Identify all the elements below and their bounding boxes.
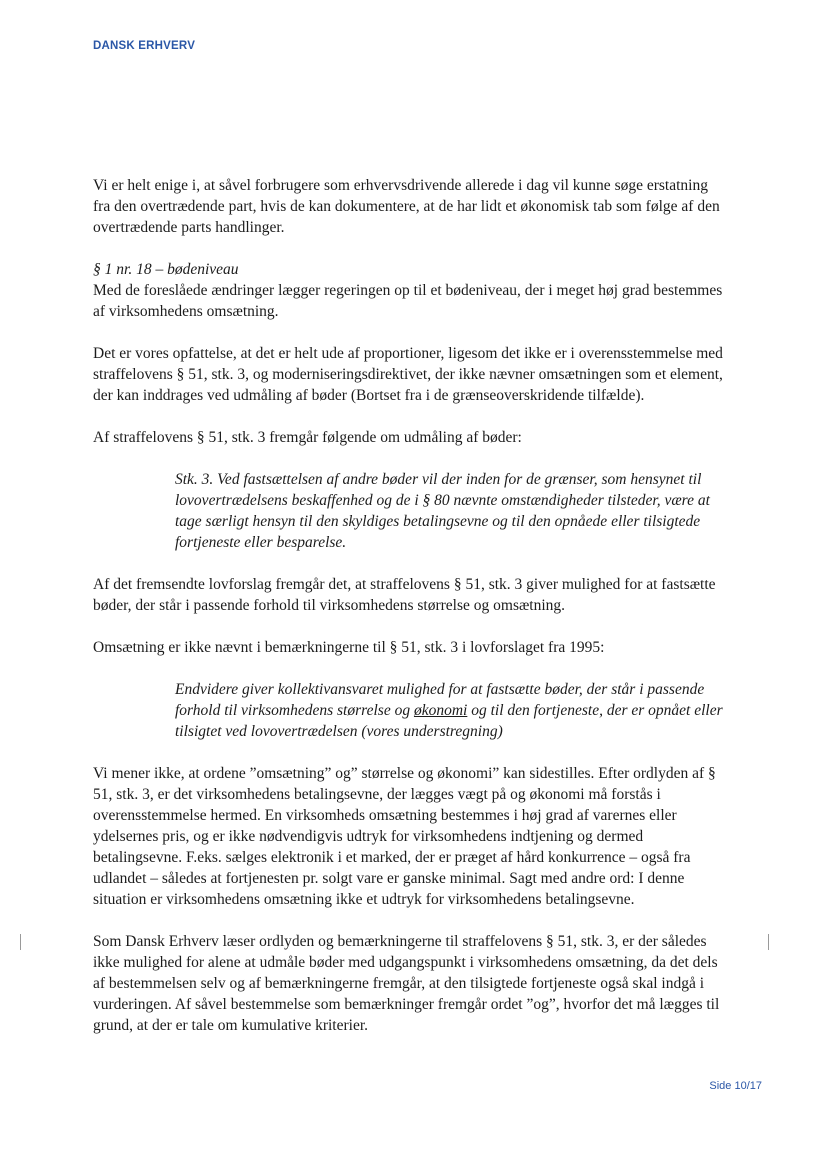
document-body bbox=[93, 175, 729, 1036]
org-header: DANSK ERHVERV bbox=[93, 40, 196, 52]
page-number: Side 10/17 bbox=[709, 1080, 762, 1092]
scan-mark-right bbox=[768, 934, 769, 950]
paragraph: Omsætning er ikke nævnt i bemærkningerne til § 51, stk. 3 i lovforslaget fra 1995: bbox=[93, 639, 605, 656]
block-quote: Stk. 3. Ved fastsættelsen af andre bøder vil der inden for de grænser, som hensynet til lovovertrædelsens beskaffenhed og de i § 80 nævnte omstændigheder tilsteder, være at tage særligt hensyn til den skyldiges betalingsevne og til den opnåede eller tilsigtede fortjeneste eller besparelse. bbox=[175, 471, 710, 551]
paragraph: Af straffelovens § 51, stk. 3 fremgår følgende om udmåling af bøder: bbox=[93, 429, 522, 446]
quote-text: Endvidere giver kollektivansvaret mulighed for at fastsætte bøder, der står i passende forhold til virksomhedens størrelse og bbox=[175, 681, 705, 719]
paragraph: Som Dansk Erhverv læser ordlyden og bemærkningerne til straffelovens § 51, stk. 3, er der således ikke mulighed for alene at udmåle bøder med udgangspunkt i virksomhedens omsætning, da det dels af bestemmelsen selv og af bemærkningerne fremgår, at den tilsigtede fortjeneste også skal indgå i vurderingen. Af såvel bestemmelse som bemærkninger fremgår ordet ”og”, hvorfor det må lægges til grund, at der er tale om kumulative kriterier. bbox=[93, 933, 720, 1034]
paragraph: Med de foreslåede ændringer lægger regeringen op til et bødeniveau, der i meget høj grad bestemmes af virksomhedens omsætning. bbox=[93, 282, 723, 320]
scan-mark-left bbox=[20, 934, 21, 950]
section-heading: § 1 nr. 18 – bødeniveau bbox=[93, 261, 239, 278]
underlined-word: økonomi bbox=[413, 702, 468, 719]
paragraph: Af det fremsendte lovforslag fremgår det, at straffelovens § 51, stk. 3 giver mulighed for at fastsætte bøder, der står i passende forhold til virksomhedens størrelse og omsætning. bbox=[93, 576, 716, 614]
block-quote bbox=[175, 679, 723, 742]
quote-text: og til den fortjeneste, der er opnået eller tilsigtet ved lovovertrædelsen (vores understregning) bbox=[175, 702, 723, 740]
paragraph: Vi mener ikke, at ordene ”omsætning” og” størrelse og økonomi” kan sidestilles. Efter ordlyden af § 51, stk. 3, er det virksomhedens betalingsevne, der lægges vægt på og økonomi må forstås i overensstemmelse hermed. En virksomheds omsætning bestemmes i høj grad af varernes eller ydelsernes pris, og er ikke nødvendigvis udtryk for virksomhedens indtjening og dermed betalingsevne. F.eks. sælges elektronik i et marked, der er præget af hård konkurrence – også fra udlandet – således at fortjenesten pr. solgt vare er ganske minimal. Sagt med andre ord: I denne situation er virksomhedens omsætning ikke et udtryk for virksomhedens betalingsevne. bbox=[93, 765, 716, 908]
paragraph: Det er vores opfattelse, at det er helt ude af proportioner, ligesom det ikke er i overensstemmelse med straffelovens § 51, stk. 3, og moderniseringsdirektivet, der ikke nævner omsætningen som et element, der kan inddrages ved udmåling af bøder (Bortset fra i de grænseoverskridende tilfælde). bbox=[93, 345, 723, 404]
paragraph: Vi er helt enige i, at såvel forbrugere som erhvervsdrivende allerede i dag vil kunne søge erstatning fra den overtrædende part, hvis de kan dokumentere, at de har lidt et økonomisk tab som følge af den overtrædende parts handlinger. bbox=[93, 177, 720, 236]
